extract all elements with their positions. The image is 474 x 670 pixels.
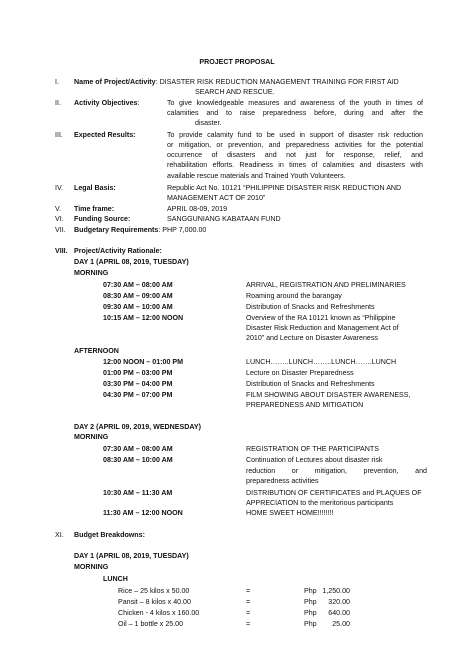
budget-amount: 1,250.00: [322, 587, 350, 595]
item-value-line: SANGGUNIANG KABATAAN FUND: [167, 215, 281, 223]
budget-currency: Php: [304, 587, 317, 595]
item-separator: : PHP 7,000.00: [158, 226, 207, 234]
schedule-activity: FILM SHOWING ABOUT DISASTER AWARENESS,: [246, 391, 411, 399]
item-number: I.: [55, 78, 59, 86]
schedule-time: 10:15 AM – 12:00 NOON: [103, 314, 184, 322]
budget-item: Pansit – 8 kilos x 40.00: [118, 598, 191, 606]
schedule-activity: Distribution of Snacks and Refreshments: [246, 303, 375, 311]
item-number: III.: [55, 131, 63, 139]
day-title: DAY 1 (APRIL 08, 2019, TUESDAY): [74, 258, 189, 266]
schedule-activity: Distribution of Snacks and Refreshments: [246, 380, 375, 388]
item-value-line: rehabilitation efforts. Readiness in times of calamities and disasters with: [167, 161, 423, 169]
budget-currency: Php: [304, 598, 317, 606]
budget-item: Chicken - 4 kilos x 160.00: [118, 609, 200, 617]
schedule-time: 07:30 AM – 08:00 AM: [103, 281, 173, 289]
item-label: Expected Results:: [74, 131, 136, 139]
item-value-line: MANAGEMENT ACT OF 2010”: [167, 194, 266, 202]
schedule-activity: Overview of the RA 10121 known as “Philippine: [246, 314, 396, 322]
day-title: DAY 1 (APRIL 08, 2019, TUESDAY): [74, 552, 189, 560]
item-label: Time frame:: [74, 205, 115, 213]
budget-item: Oil – 1 bottle x 25.00: [118, 620, 184, 628]
budget-currency: Php: [304, 620, 317, 628]
period-label: MORNING: [74, 563, 109, 571]
budget-item: Rice – 25 kilos x 50.00: [118, 587, 190, 595]
budget-equals: =: [246, 598, 251, 606]
schedule-time: 04:30 PM – 07:00 PM: [103, 391, 173, 399]
item-value-line: To give knowledgeable measures and awareness of the youth in times of: [167, 99, 423, 107]
item-value-line: or mitigation, or prevention, and preparedness activities for the potential: [167, 141, 423, 149]
schedule-activity: ARRIVAL, REGISTRATION AND PRELIMINARIES: [246, 281, 406, 289]
period-label: AFTERNOON: [74, 347, 119, 355]
schedule-activity: REGISTRATION OF THE PARTICIPANTS: [246, 445, 379, 453]
item-number: V.: [55, 205, 62, 213]
budget-equals: =: [246, 587, 251, 595]
day-title: DAY 2 (APRIL 09, 2019, WEDNESDAY): [74, 423, 201, 431]
section-number: XI.: [55, 531, 64, 539]
item-label-row: [74, 98, 139, 108]
item-value-line: occurrence of disasters and not just for response, relief, and: [167, 151, 423, 159]
schedule-activity: Lecture on Disaster Preparedness: [246, 369, 354, 377]
schedule-time: 08:30 AM – 10:00 AM: [103, 456, 173, 464]
item-number: VII.: [55, 226, 66, 234]
schedule-activity: Roaming around the barangay: [246, 292, 342, 300]
item-value-line: disaster.: [195, 119, 222, 127]
item-label: Legal Basis:: [74, 184, 116, 192]
schedule-time: 11:30 AM – 12:00 NOON: [103, 509, 183, 517]
budget-equals: =: [246, 620, 251, 628]
item-separator: :: [155, 78, 160, 86]
item-label-row: [74, 77, 399, 87]
schedule-activity: preparedness activities: [246, 477, 319, 485]
item-value-line: APRIL 08-09, 2019: [167, 205, 228, 213]
schedule-time: 08:30 AM – 09:00 AM: [103, 292, 173, 300]
schedule-activity: HOME SWEET HOME!!!!!!!!: [246, 509, 334, 517]
schedule-activity: 2010” and Lecture on Disaster Awareness: [246, 334, 378, 342]
budget-currency: Php: [304, 609, 317, 617]
item-label: Activity Objectives: [74, 99, 138, 107]
schedule-time: 09:30 AM – 10:00 AM: [103, 303, 173, 311]
period-label: MORNING: [74, 433, 109, 441]
schedule-activity: Continuation of Lectures about disaster risk: [246, 456, 383, 464]
budget-amount: 320.00: [328, 598, 350, 606]
schedule-time: 10:30 AM – 11:30 AM: [103, 489, 173, 497]
item-label: Name of Project/Activity: [74, 78, 156, 86]
section-heading: Budget Breakdowns:: [74, 531, 145, 539]
schedule-activity: APPRECIATION to the meritorious participants: [246, 499, 394, 507]
schedule-activity: reduction or mitigation, prevention, and: [246, 467, 427, 475]
item-value-line: To provide calamity fund to be used in support of disaster risk reduction: [167, 131, 423, 139]
schedule-activity: DISTRIBUTION OF CERTIFICATES and PLAQUES OF: [246, 489, 422, 497]
item-value-line: DISASTER RISK REDUCTION MANAGEMENT TRAINING FOR FIRST AID: [159, 78, 399, 86]
schedule-time: 01:00 PM – 03:00 PM: [103, 369, 173, 377]
schedule-activity: PREPAREDNESS AND MITIGATION: [246, 401, 364, 409]
item-number: VI.: [55, 215, 64, 223]
budget-equals: =: [246, 609, 251, 617]
schedule-activity: LUNCH……..LUNCH……..LUNCH…….LUNCH: [246, 358, 397, 366]
item-number: II.: [55, 99, 61, 107]
budget-amount: 25.00: [332, 620, 350, 628]
schedule-time: 03:30 PM – 04:00 PM: [103, 380, 173, 388]
meal-label: LUNCH: [103, 575, 128, 583]
item-value-line: calamities and to raise preparedness before, during and after the: [167, 109, 423, 117]
period-label: MORNING: [74, 269, 109, 277]
section-number: VIII.: [55, 247, 68, 255]
item-number: IV.: [55, 184, 64, 192]
schedule-time: 07:30 AM – 08:00 AM: [103, 445, 173, 453]
item-value-line: available rescue materials and Trained Youth Volunteers.: [167, 172, 346, 180]
schedule-activity: Disaster Risk Reduction and Management Act of: [246, 324, 399, 332]
section-heading: Project/Activity Rationale:: [74, 247, 162, 255]
document-title: PROJECT PROPOSAL: [199, 58, 275, 66]
item-separator: :: [137, 99, 140, 107]
item-label: Funding Source:: [74, 215, 131, 223]
item-label-row: [74, 225, 206, 235]
item-value-line: Republic Act No. 10121 “PHILIPPINE DISASTER RISK REDUCTION AND: [167, 184, 402, 192]
item-value-line: SEARCH AND RESCUE.: [195, 88, 275, 96]
item-label: Budgetary Requirements: [74, 226, 159, 234]
schedule-time: 12:00 NOON – 01:00 PM: [103, 358, 184, 366]
budget-amount: 640.00: [328, 609, 350, 617]
